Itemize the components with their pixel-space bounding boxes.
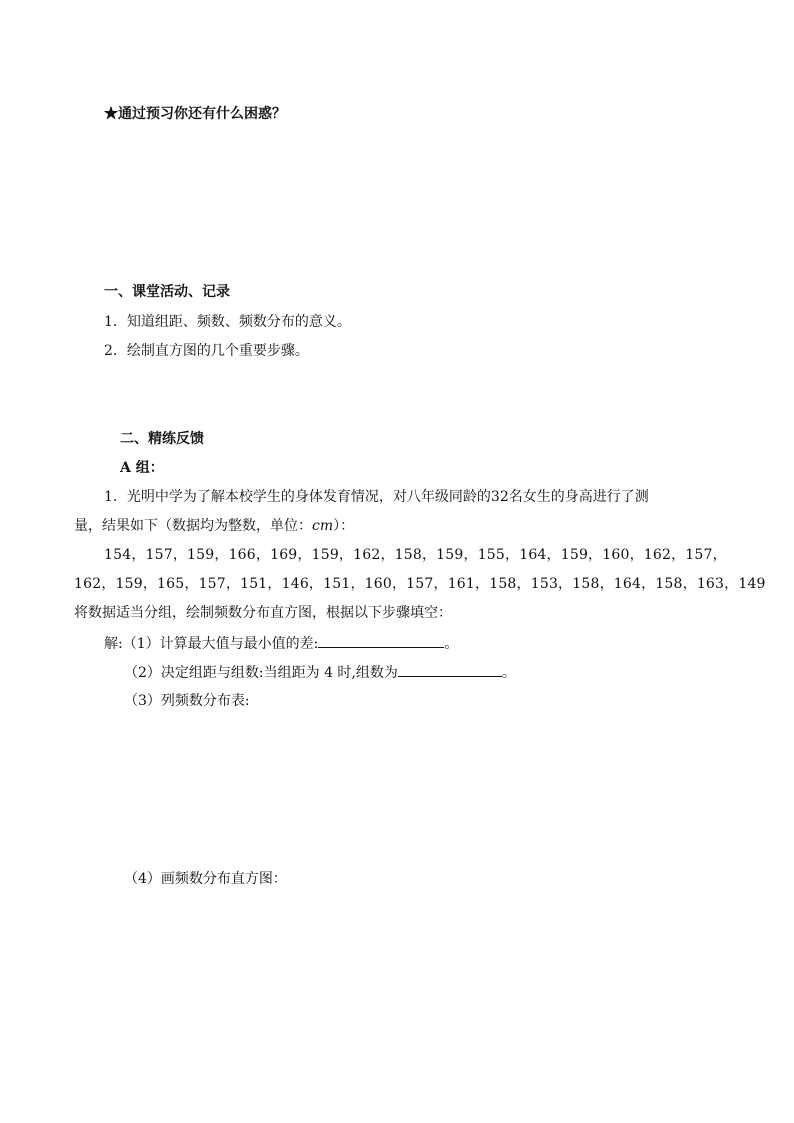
section1-title: 一、课堂活动、记录: [104, 284, 230, 300]
step2-period: 。: [501, 665, 516, 681]
section2-title: 二、精练反馈: [120, 431, 204, 447]
group-label: A 组：: [120, 460, 164, 476]
intro-line2-suffix: ）：: [333, 518, 355, 534]
section1-item-1: 1．知道组距、频数、频数分布的意义。: [104, 314, 351, 330]
step-3: （3）列频数分布表:: [124, 693, 250, 709]
problem-intro-line1: 1．光明中学为了解本校学生的身体发育情况，对八年级同龄的32名女生的身高进行了测: [104, 489, 649, 505]
step-4: （4）画频数分布直方图：: [124, 871, 287, 887]
preview-question: ★通过预习你还有什么困惑？: [104, 106, 286, 122]
unit-cm: cm: [312, 518, 334, 534]
step2-label: （2）决定组距与组数:当组距为 4 时,组数为: [124, 665, 398, 681]
instruction: 将数据适当分组，绘制频数分布直方图，根据以下步骤填空：: [74, 605, 452, 621]
step1-answer-blank[interactable]: [318, 633, 444, 648]
section1-item-2: 2．绘制直方图的几个重要步骤。: [104, 343, 309, 359]
step1-label: 解:（1）计算最大值与最小值的差:: [104, 636, 319, 652]
step-1: [104, 633, 458, 654]
step1-period: 。: [444, 636, 459, 652]
data-line-1: 154，157，159，166，169，159，162，158，159，155，164，159，160，162，157，: [104, 547, 727, 563]
step2-answer-blank[interactable]: [398, 662, 502, 677]
intro-line2-prefix: 量，结果如下（数据均为整数，单位：: [74, 518, 312, 534]
data-line-2: 162，159，165，157，151，146，151，160，157，161，158，153，158，164，158，163，149: [74, 576, 766, 592]
problem-intro-line2: [74, 516, 354, 536]
step-2: [124, 662, 516, 683]
